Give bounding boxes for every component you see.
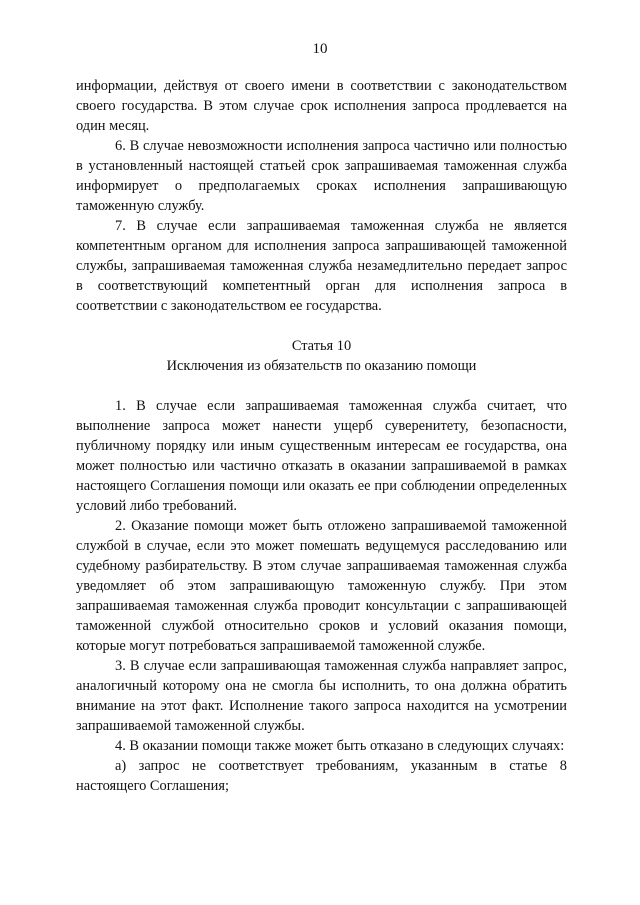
paragraph-item-1: 1. В случае если запрашиваемая таможенная служба считает, что выполнение запроса может нанести ущерб суверенитету, безопасности, публичному порядку или иным существенным интересам ее государства, она может полностью или частично отказать в оказании запрашиваемой в рамках настоящего Соглашения помощи или оказать ее при соблюдении определенных условий либо требований. <box>76 398 567 514</box>
page-number: 10 <box>312 41 328 57</box>
document-body <box>76 76 567 796</box>
paragraph-item-6: 6. В случае невозможности исполнения запроса частично или полностью в установленный настоящей статьей срок запрашиваемая таможенная служба информирует о предполагаемых сроках исполнения запрашивающую таможенную службу. <box>76 138 567 214</box>
paragraph-continuation: информации, действуя от своего имени в соответствии с законодательством своего государства. В этом случае срок исполнения запроса продлевается на один месяц. <box>76 78 567 134</box>
paragraph-item-7: 7. В случае если запрашиваемая таможенная служба не является компетентным органом для исполнения запроса запрашивающей таможенной службы, запрашиваемая таможенная служба незамедлительно передает запрос в соответствующий компетентный орган для исполнения запроса в соответствии с законодательством ее государства. <box>76 218 567 314</box>
paragraph-item-3: 3. В случае если запрашивающая таможенная служба направляет запрос, аналогичный которому она не смогла бы исполнить, то она должна обратить внимание на этот факт. Исполнение такого запроса находится на усмотрении запрашиваемой таможенной службы. <box>76 658 567 734</box>
article-title: Исключения из обязательств по оказанию помощи <box>166 358 477 374</box>
article-number: Статья 10 <box>291 338 352 354</box>
paragraph-item-4: 4. В оказании помощи также может быть отказано в следующих случаях: <box>115 738 565 754</box>
paragraph-item-2: 2. Оказание помощи может быть отложено запрашиваемой таможенной службой в случае, если это может помешать ведущемуся расследованию или судебному разбирательству. В этом случае запрашиваемая таможенная служба уведомляет об этом запрашивающую таможенную службу. При этом запрашиваемая таможенная служба проводит консультации с запрашивающей таможенной службой относительно сроков и условий оказания помощи, которые могут потребоваться запрашиваемой таможенной службе. <box>76 518 567 654</box>
paragraph-subitem-a: а) запрос не соответствует требованиям, указанным в статье 8 настоящего Соглашения; <box>76 758 567 794</box>
